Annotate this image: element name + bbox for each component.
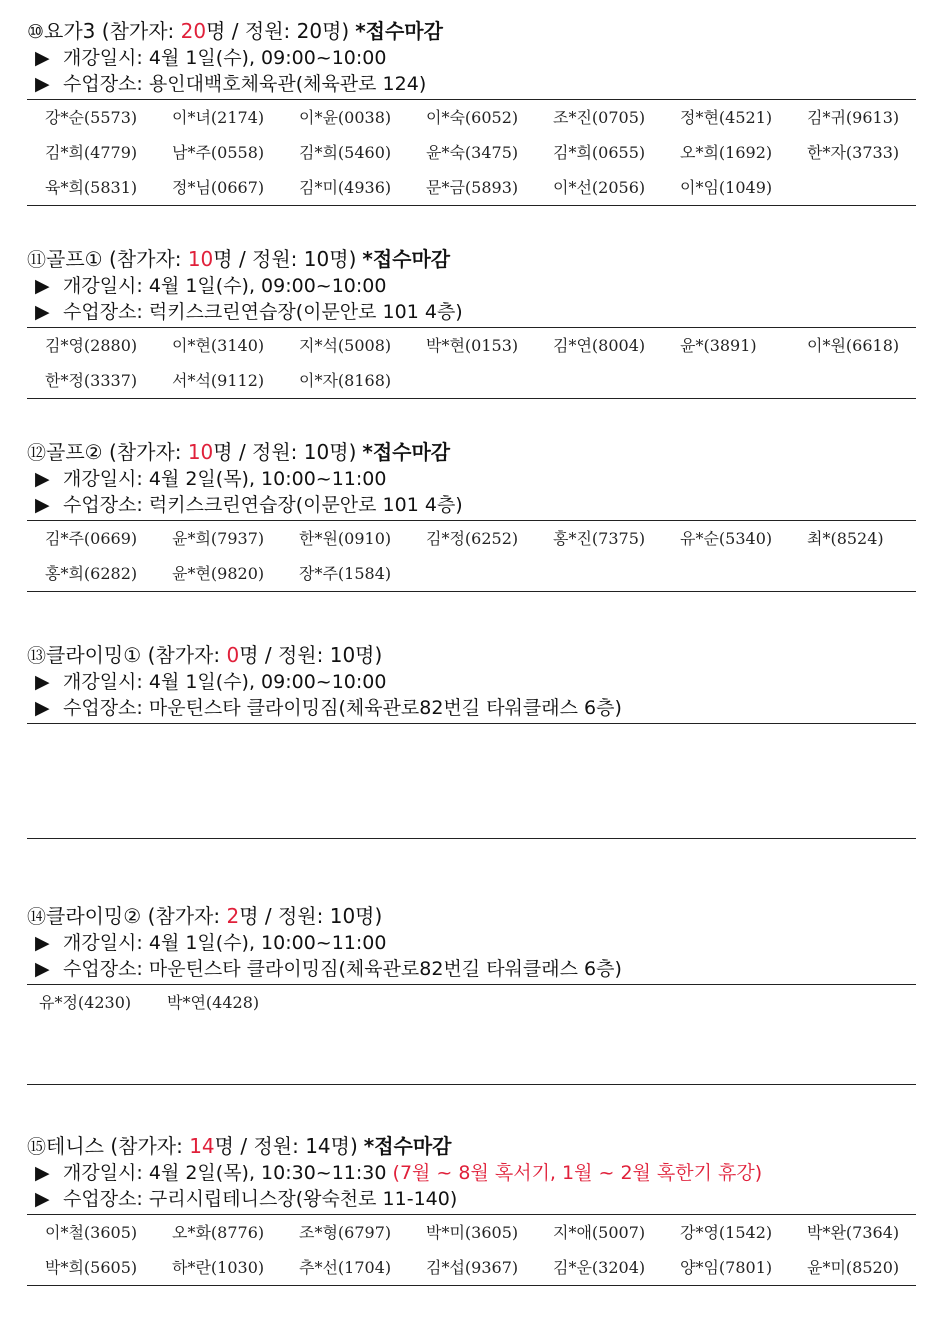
start-date-value: 4월 1일(수), 09:00~10:00 bbox=[148, 671, 387, 693]
participant-count: 10 bbox=[187, 440, 214, 464]
participant-name: 오*화(8776) bbox=[172, 1223, 265, 1242]
bullet-triangle-icon: ▶ bbox=[35, 932, 50, 954]
course-heading bbox=[27, 642, 916, 669]
participant-count: 0 bbox=[226, 643, 240, 667]
participant-name: 유*정(4230) bbox=[39, 993, 132, 1012]
course-heading bbox=[27, 246, 916, 273]
participant-name: 홍*진(7375) bbox=[553, 529, 646, 548]
participant-name: 한*정(3337) bbox=[45, 371, 138, 390]
bullet-triangle-icon: ▶ bbox=[35, 958, 50, 980]
course-number: ⑩ bbox=[27, 21, 45, 43]
start-date-line bbox=[27, 273, 916, 299]
participant-name: 하*란(1030) bbox=[172, 1258, 265, 1277]
venue-label: 수업장소: bbox=[63, 697, 149, 719]
venue-value: 럭키스크린연습장(이문안로 101 4층) bbox=[148, 494, 463, 516]
participant-table bbox=[27, 327, 916, 399]
bullet-triangle-icon: ▶ bbox=[35, 301, 50, 323]
venue-value: 구리시립테니스장(왕숙천로 11-140) bbox=[148, 1188, 458, 1210]
start-date-value: 4월 2일(목), 10:00~11:00 bbox=[148, 468, 387, 490]
table-row bbox=[27, 328, 916, 363]
venue-value: 마운틴스타 클라이밍짐(체육관로82번길 타워클래스 6층) bbox=[148, 697, 622, 719]
participant-name: 한*자(3733) bbox=[807, 143, 900, 162]
table-row bbox=[27, 985, 916, 1020]
participant-name: 정*님(0667) bbox=[172, 178, 265, 197]
bullet-triangle-icon: ▶ bbox=[35, 494, 50, 516]
course-section bbox=[27, 18, 916, 206]
participant-unit: 명 bbox=[214, 1134, 234, 1158]
capacity-unit: 명) bbox=[329, 440, 357, 464]
participant-name: 남*주(0558) bbox=[172, 143, 265, 162]
participant-unit: 명 bbox=[206, 19, 226, 43]
participant-name: 김*섭(9367) bbox=[426, 1258, 519, 1277]
start-date-label: 개강일시: bbox=[63, 1162, 149, 1184]
participant-table bbox=[27, 1214, 916, 1286]
participant-name: 김*귀(9613) bbox=[807, 108, 900, 127]
participant-name: 윤*숙(3475) bbox=[426, 143, 519, 162]
course-section bbox=[27, 1133, 916, 1286]
course-heading bbox=[27, 903, 916, 930]
bullet-triangle-icon: ▶ bbox=[35, 1162, 50, 1184]
capacity-unit: 명) bbox=[355, 904, 383, 928]
participant-name: 이*임(1049) bbox=[680, 178, 773, 197]
participant-name: 윤*(3891) bbox=[680, 336, 757, 355]
participants-label: (참가자: bbox=[103, 1134, 190, 1158]
participant-count: 2 bbox=[226, 904, 240, 928]
participants-label: (참가자: bbox=[141, 904, 227, 928]
capacity-label: / 정원: bbox=[232, 440, 304, 464]
participant-name: 조*진(0705) bbox=[553, 108, 646, 127]
closed-badge: *접수마감 bbox=[363, 1134, 452, 1158]
participant-name: 김*희(0655) bbox=[553, 143, 646, 162]
capacity-count: 20 bbox=[296, 19, 323, 43]
bullet-triangle-icon: ▶ bbox=[35, 1188, 50, 1210]
participant-name: 윤*현(9820) bbox=[172, 564, 265, 583]
participant-name: 오*희(1692) bbox=[680, 143, 773, 162]
participant-name: 홍*희(6282) bbox=[45, 564, 138, 583]
participant-name: 박*희(5605) bbox=[45, 1258, 138, 1277]
table-row bbox=[27, 100, 916, 135]
participant-name: 이*녀(2174) bbox=[172, 108, 265, 127]
start-date-label: 개강일시: bbox=[63, 468, 149, 490]
start-date-line bbox=[27, 1160, 916, 1186]
capacity-count: 14 bbox=[305, 1134, 331, 1158]
start-date-line bbox=[27, 45, 916, 71]
capacity-unit: 명) bbox=[355, 643, 383, 667]
closed-badge: *접수마감 bbox=[355, 19, 443, 43]
participant-name: 이*현(3140) bbox=[172, 336, 265, 355]
table-row bbox=[27, 1215, 916, 1250]
course-name: 골프② bbox=[46, 440, 103, 464]
participant-count: 10 bbox=[187, 247, 214, 271]
course-name: 클라이밍② bbox=[46, 904, 142, 928]
participant-name: 서*석(9112) bbox=[172, 371, 265, 390]
course-number: ⑬ bbox=[27, 645, 47, 667]
capacity-unit: 명) bbox=[322, 19, 350, 43]
start-date-value: 4월 1일(수), 09:00~10:00 bbox=[148, 47, 387, 69]
course-section bbox=[27, 642, 916, 839]
participant-count: 20 bbox=[180, 19, 207, 43]
course-section bbox=[27, 246, 916, 399]
participant-name: 윤*미(8520) bbox=[807, 1258, 900, 1277]
table-row bbox=[27, 135, 916, 170]
venue-label: 수업장소: bbox=[63, 1188, 149, 1210]
table-row bbox=[27, 556, 916, 591]
capacity-count: 10 bbox=[303, 247, 330, 271]
participant-name: 이*원(6618) bbox=[807, 336, 900, 355]
course-name: 요가3 bbox=[44, 19, 96, 43]
start-date-value: 4월 2일(목), 10:30~11:30 bbox=[148, 1162, 387, 1184]
participant-name: 추*선(1704) bbox=[299, 1258, 392, 1277]
capacity-unit: 명) bbox=[330, 1134, 358, 1158]
capacity-label: / 정원: bbox=[258, 643, 330, 667]
participant-name: 강*순(5573) bbox=[45, 108, 138, 127]
bullet-triangle-icon: ▶ bbox=[35, 697, 50, 719]
bullet-triangle-icon: ▶ bbox=[35, 47, 50, 69]
closed-badge: *접수마감 bbox=[362, 247, 451, 271]
participant-name: 육*희(5831) bbox=[45, 178, 138, 197]
venue-line bbox=[27, 492, 916, 518]
course-section bbox=[27, 439, 916, 592]
participants-label: (참가자: bbox=[95, 19, 181, 43]
participant-name: 이*자(8168) bbox=[299, 371, 392, 390]
participant-unit: 명 bbox=[213, 440, 233, 464]
participant-name: 김*희(5460) bbox=[299, 143, 392, 162]
course-section bbox=[27, 903, 916, 1085]
participant-name: 이*숙(6052) bbox=[426, 108, 519, 127]
participant-unit: 명 bbox=[239, 643, 259, 667]
capacity-count: 10 bbox=[303, 440, 330, 464]
course-name: 테니스 bbox=[46, 1134, 104, 1158]
venue-value: 용인대백호체육관(체육관로 124) bbox=[148, 73, 427, 95]
participant-unit: 명 bbox=[239, 904, 259, 928]
participant-name: 이*선(2056) bbox=[553, 178, 646, 197]
bullet-triangle-icon: ▶ bbox=[35, 468, 50, 490]
participant-name: 조*형(6797) bbox=[299, 1223, 392, 1242]
participant-name: 박*연(4428) bbox=[167, 993, 260, 1012]
start-date-label: 개강일시: bbox=[63, 47, 149, 69]
participant-name: 이*윤(0038) bbox=[299, 108, 392, 127]
participant-table bbox=[27, 723, 916, 839]
course-heading bbox=[27, 18, 916, 45]
start-date-line bbox=[27, 930, 916, 956]
course-number: ⑪ bbox=[27, 249, 47, 271]
participant-name: 박*현(0153) bbox=[426, 336, 519, 355]
participant-name: 지*애(5007) bbox=[553, 1223, 646, 1242]
table-row bbox=[27, 521, 916, 556]
participant-table bbox=[27, 99, 916, 206]
participant-name: 이*철(3605) bbox=[45, 1223, 138, 1242]
start-date-label: 개강일시: bbox=[63, 932, 149, 954]
table-row bbox=[27, 1250, 916, 1285]
venue-value: 럭키스크린연습장(이문안로 101 4층) bbox=[148, 301, 463, 323]
course-number: ⑭ bbox=[27, 906, 47, 928]
participant-table bbox=[27, 984, 916, 1085]
capacity-label: / 정원: bbox=[233, 1134, 306, 1158]
venue-label: 수업장소: bbox=[63, 958, 149, 980]
participant-name: 강*영(1542) bbox=[680, 1223, 773, 1242]
course-number: ⑮ bbox=[27, 1136, 47, 1158]
participant-name: 김*영(2880) bbox=[45, 336, 138, 355]
venue-label: 수업장소: bbox=[63, 494, 149, 516]
venue-line bbox=[27, 299, 916, 325]
venue-line bbox=[27, 71, 916, 97]
participant-name: 박*완(7364) bbox=[807, 1223, 900, 1242]
participant-name: 유*순(5340) bbox=[680, 529, 773, 548]
start-date-label: 개강일시: bbox=[63, 275, 149, 297]
capacity-count: 10 bbox=[329, 904, 356, 928]
venue-value: 마운틴스타 클라이밍짐(체육관로82번길 타워클래스 6층) bbox=[148, 958, 622, 980]
participant-name: 김*미(4936) bbox=[299, 178, 392, 197]
course-heading bbox=[27, 439, 916, 466]
venue-line bbox=[27, 695, 916, 721]
participant-table bbox=[27, 520, 916, 592]
participant-name: 김*운(3204) bbox=[553, 1258, 646, 1277]
participant-count: 14 bbox=[189, 1134, 215, 1158]
course-name: 골프① bbox=[46, 247, 103, 271]
participant-unit: 명 bbox=[213, 247, 233, 271]
venue-line bbox=[27, 956, 916, 982]
holiday-note: (7월 ~ 8월 혹서기, 1월 ~ 2월 혹한기 휴강) bbox=[392, 1162, 763, 1184]
participant-name: 양*임(7801) bbox=[680, 1258, 773, 1277]
venue-label: 수업장소: bbox=[63, 301, 149, 323]
participant-name: 지*석(5008) bbox=[299, 336, 392, 355]
start-date-label: 개강일시: bbox=[63, 671, 149, 693]
participants-label: (참가자: bbox=[102, 440, 188, 464]
course-name: 클라이밍① bbox=[46, 643, 142, 667]
participant-name: 문*금(5893) bbox=[426, 178, 519, 197]
participant-name: 최*(8524) bbox=[807, 529, 884, 548]
bullet-triangle-icon: ▶ bbox=[35, 671, 50, 693]
start-date-value: 4월 1일(수), 10:00~11:00 bbox=[148, 932, 387, 954]
capacity-unit: 명) bbox=[329, 247, 357, 271]
participant-name: 장*주(1584) bbox=[299, 564, 392, 583]
participant-name: 박*미(3605) bbox=[426, 1223, 519, 1242]
bullet-triangle-icon: ▶ bbox=[35, 73, 50, 95]
venue-line bbox=[27, 1186, 916, 1212]
table-row bbox=[27, 170, 916, 205]
capacity-count: 10 bbox=[329, 643, 356, 667]
participant-name: 한*원(0910) bbox=[299, 529, 392, 548]
capacity-label: / 정원: bbox=[225, 19, 297, 43]
participant-name: 김*주(0669) bbox=[45, 529, 138, 548]
participant-name: 정*현(4521) bbox=[680, 108, 773, 127]
start-date-value: 4월 1일(수), 09:00~10:00 bbox=[148, 275, 387, 297]
participants-label: (참가자: bbox=[102, 247, 188, 271]
participant-name: 김*정(6252) bbox=[426, 529, 519, 548]
start-date-line bbox=[27, 466, 916, 492]
start-date-line bbox=[27, 669, 916, 695]
venue-label: 수업장소: bbox=[63, 73, 149, 95]
participant-name: 김*연(8004) bbox=[553, 336, 646, 355]
participants-label: (참가자: bbox=[141, 643, 227, 667]
capacity-label: / 정원: bbox=[258, 904, 330, 928]
participant-name: 김*희(4779) bbox=[45, 143, 138, 162]
capacity-label: / 정원: bbox=[232, 247, 304, 271]
course-heading bbox=[27, 1133, 916, 1160]
course-number: ⑫ bbox=[27, 442, 47, 464]
closed-badge: *접수마감 bbox=[362, 440, 451, 464]
bullet-triangle-icon: ▶ bbox=[35, 275, 50, 297]
participant-name: 윤*희(7937) bbox=[172, 529, 265, 548]
table-row bbox=[27, 363, 916, 398]
